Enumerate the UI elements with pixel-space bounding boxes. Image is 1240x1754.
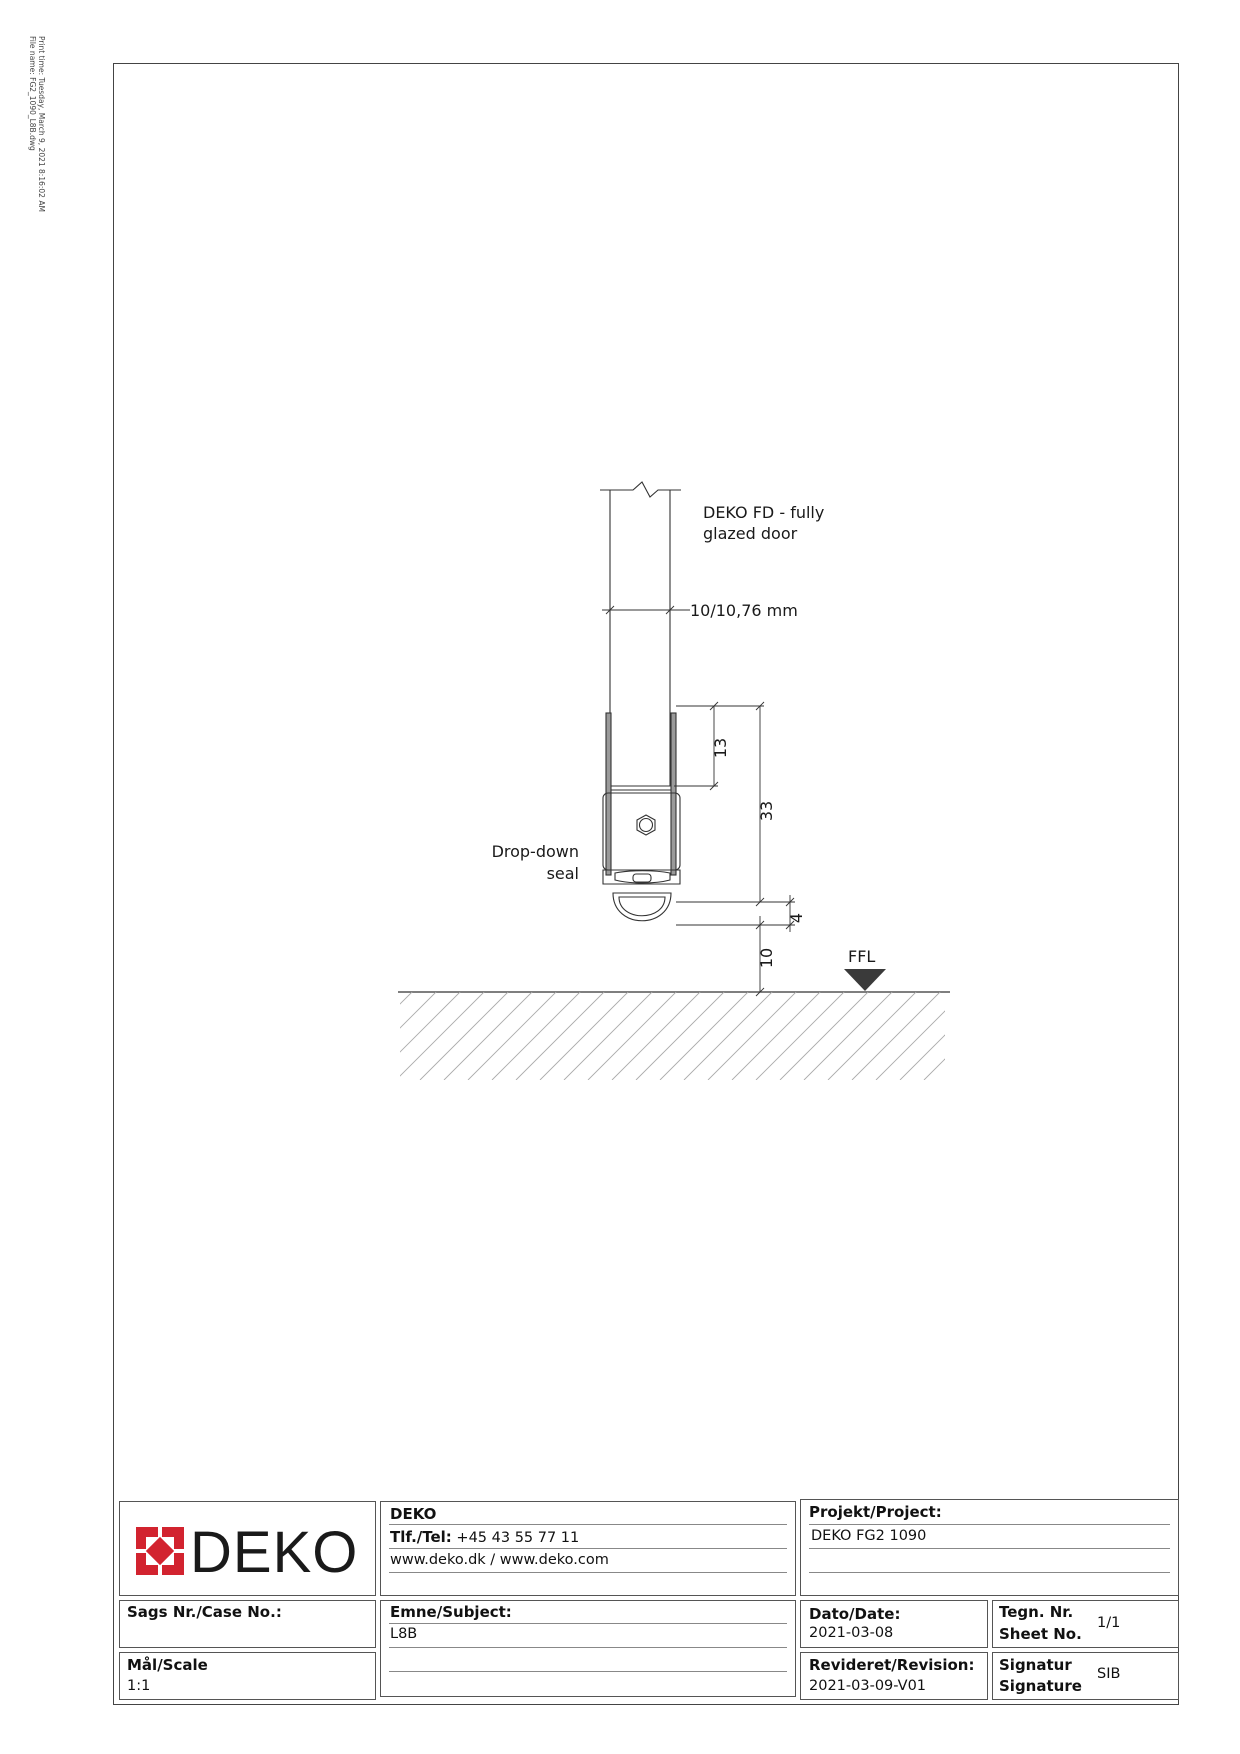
revision-value: 2021-03-09-V01 (809, 1678, 927, 1694)
project-cell (800, 1499, 1179, 1596)
glass-pane (600, 482, 681, 786)
logo-cell (119, 1501, 376, 1596)
signature-label-2: Signature (999, 1677, 1082, 1695)
dimension-13: 13 (711, 737, 730, 759)
phone-number: +45 43 55 77 11 (456, 1530, 580, 1546)
signature-label-1: Signatur (999, 1656, 1072, 1674)
date-value: 2021-03-08 (809, 1625, 894, 1641)
company-cell (380, 1501, 796, 1596)
sheet-value: 1/1 (1097, 1615, 1121, 1631)
drop-down-seal-profile (603, 713, 680, 921)
print-time: Tuesday, March 9, 2021 8:16:02 AM (37, 77, 46, 212)
date-cell (800, 1600, 988, 1648)
door-label-line2: glazed door (703, 524, 798, 543)
ffl-label: FFL (848, 947, 876, 966)
case-number-cell (119, 1600, 376, 1648)
subject-cell (380, 1600, 796, 1697)
dimension-33: 33 (757, 800, 776, 822)
print-time-label: Print time: (37, 36, 46, 76)
dimension-4: 4 (787, 912, 806, 924)
floor-section (300, 992, 1084, 1080)
sheet-label-2: Sheet No. (999, 1625, 1082, 1643)
signature-cell (992, 1652, 1179, 1700)
logo-text: DEKO (190, 1520, 359, 1585)
date-label: Dato/Date: (809, 1605, 901, 1623)
scale-cell (119, 1652, 376, 1700)
sheet-number-cell (992, 1600, 1179, 1648)
door-label-line1: DEKO FD - fully (703, 503, 825, 522)
scale-value: 1:1 (127, 1678, 151, 1694)
glass-thickness-dimension: 10/10,76 mm (690, 601, 798, 620)
revision-cell (800, 1652, 988, 1700)
revision-label: Revideret/Revision: (809, 1656, 975, 1674)
project-label: Projekt/Project: (809, 1503, 942, 1521)
scale-label: Mål/Scale (127, 1656, 208, 1674)
sheet-label-1: Tegn. Nr. (999, 1603, 1074, 1621)
file-name-label: File name: (28, 36, 37, 75)
company-name: DEKO (390, 1505, 437, 1523)
seal-label-line1: Drop-down (491, 842, 579, 861)
project-value: DEKO FG2 1090 (811, 1528, 927, 1544)
company-web: www.deko.dk / www.deko.com (390, 1552, 609, 1568)
case-number-label: Sags Nr./Case No.: (127, 1603, 282, 1621)
seal-label-line2: seal (546, 864, 579, 883)
deko-logo-mark (136, 1527, 184, 1575)
signature-value: SIB (1097, 1666, 1121, 1682)
dimension-10: 10 (757, 947, 776, 969)
file-name: FG2_1090_L8B.dwg (28, 77, 37, 151)
subject-value: L8B (390, 1626, 418, 1642)
subject-label: Emne/Subject: (390, 1603, 512, 1621)
ffl-marker-triangle (844, 969, 886, 991)
phone-label: Tlf./Tel: (390, 1528, 452, 1546)
